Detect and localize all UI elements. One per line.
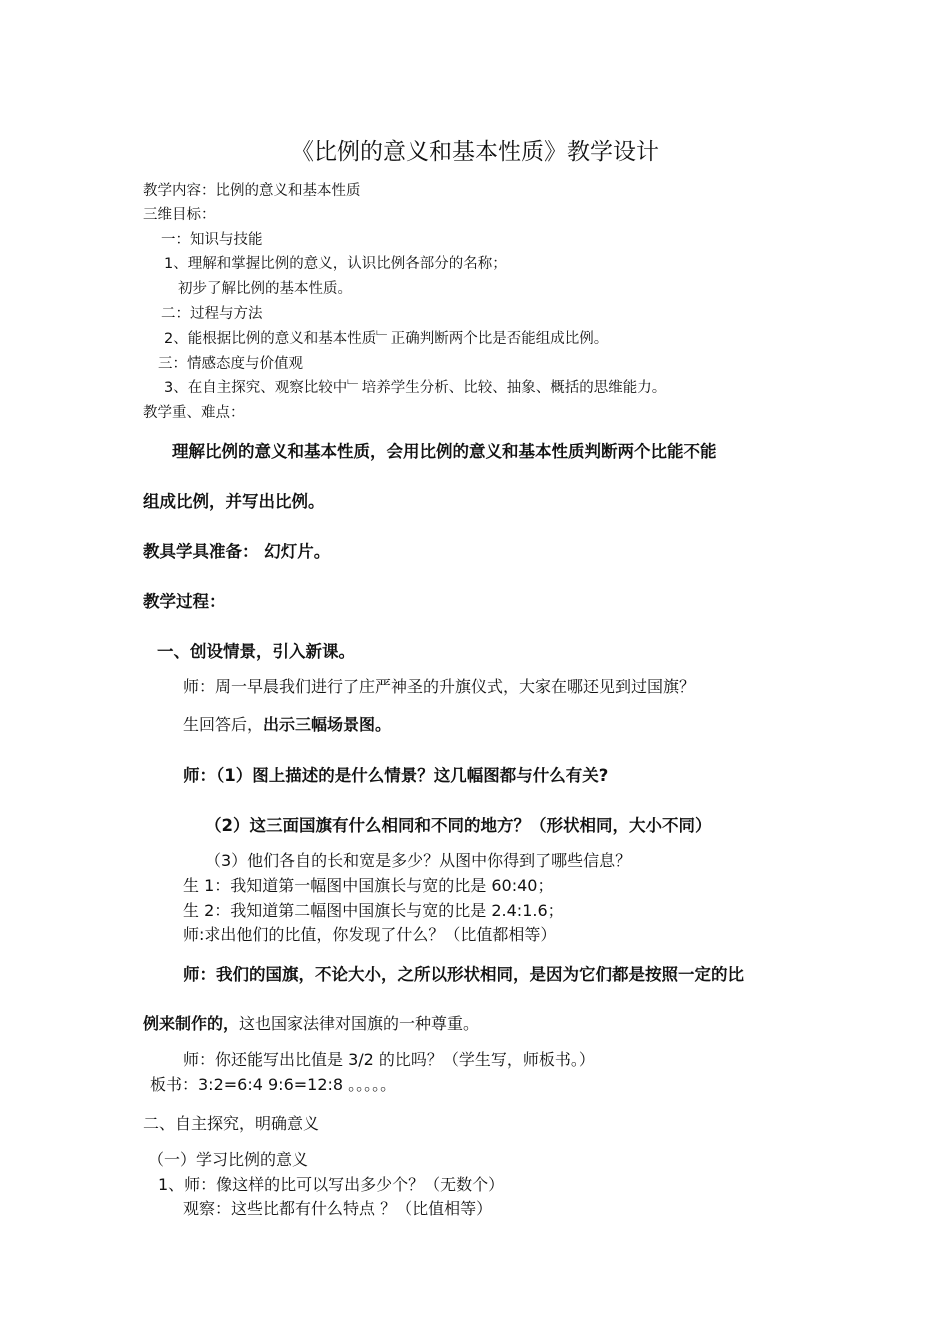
student-2-answer: 生 2：我知道第二幅图中国旗长与宽的比是 2.4:1.6； [183, 901, 564, 920]
teacher-line-9: 师：你还能写出比值是 3/2 的比吗？（学生写，师板书。） [183, 1050, 595, 1069]
section-1-heading: 一、创设情景，引入新课。 [157, 642, 355, 661]
keypoints-text-line-2: 组成比例，并写出比例。 [143, 492, 325, 511]
teacher-question-1: 师：（1）图上描述的是什么情景？这几幅图都与什么有关? [183, 766, 609, 785]
keypoints-heading: 教学重、难点： [143, 405, 245, 421]
teacher-line-7: 师：我们的国旗，不论大小，之所以形状相同，是因为它们都是按照一定的比 [183, 965, 744, 984]
teacher-line-6: 师:求出他们的比值，你发现了什么？（比值都相等） [183, 925, 557, 944]
teacher-line-2-bold: 出示三幅场景图。 [263, 715, 392, 734]
question-2: 观察：这些比都有什么特点 ？（比值相等） [183, 1199, 493, 1218]
objective-1-item-2: 初步了解比例的基本性质。 [178, 281, 352, 297]
teacher-line-1: 师：周一早晨我们进行了庄严神圣的升旗仪式，大家在哪还见到过国旗？ [183, 677, 696, 696]
subsection-1-heading: （一）学习比例的意义 [148, 1150, 309, 1169]
teacher-line-2 [183, 712, 391, 735]
teacher-question-2: （2）这三面国旗有什么相同和不同的地方？（形状相同，大小不同） [205, 816, 712, 835]
objective-3-heading: 三：情感态度与价值观 [158, 356, 303, 372]
objective-3-item: 3、在自主探究、观察比较中﹂培养学生分析、比较、抽象、概括的思维能力。 [164, 380, 667, 396]
objective-2-item: 2、能根据比例的意义和基本性质﹂正确判断两个比是否能组成比例。 [164, 331, 609, 347]
student-1-answer: 生 1：我知道第一幅图中国旗长与宽的比是 60:40； [183, 876, 554, 895]
blackboard-line: 板书：3:2=6:4 9:6=12:8 。。。。。 [150, 1075, 397, 1094]
teacher-line-8-plain: 这也国家法律对国旗的一种尊重。 [239, 1014, 480, 1033]
teacher-line-8-bold: 例来制作的， [143, 1014, 240, 1033]
objective-2-heading: 二：过程与方法 [161, 306, 263, 322]
teacher-line-8 [143, 1011, 479, 1034]
process-heading: 教学过程： [143, 592, 226, 611]
keypoints-text-line-1: 理解比例的意义和基本性质，会用比例的意义和基本性质判断两个比能不能 [172, 442, 717, 461]
objective-1-heading: 一：知识与技能 [161, 232, 263, 248]
objective-1-item-1: 1、理解和掌握比例的意义，认识比例各部分的名称； [164, 256, 507, 272]
tools-line: 教具学具准备： 幻灯片。 [143, 542, 331, 561]
teacher-line-2-plain: 生回答后， [183, 715, 264, 734]
document-title: 《比例的意义和基本性质》教学设计 [291, 139, 659, 165]
section-2-heading: 二、自主探究，明确意义 [143, 1114, 320, 1133]
teacher-question-3: （3）他们各自的长和宽是多少？从图中你得到了哪些信息？ [205, 851, 632, 870]
objectives-heading: 三维目标： [143, 207, 216, 223]
teaching-content: 教学内容：比例的意义和基本性质 [143, 183, 361, 199]
question-1: 1、师：像这样的比可以写出多少个？（无数个） [158, 1175, 505, 1194]
